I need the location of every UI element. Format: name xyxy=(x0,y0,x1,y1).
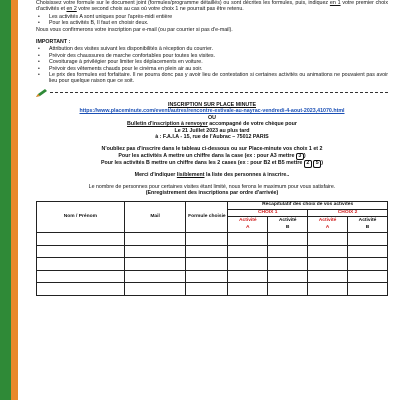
cut-separator xyxy=(36,89,388,97)
table-cell[interactable] xyxy=(348,283,388,296)
merci-text-1: Merci d'indiquer xyxy=(134,171,176,178)
dashed-line xyxy=(50,92,388,93)
table-cell[interactable] xyxy=(124,233,186,246)
document-page xyxy=(36,0,388,296)
bulletin-link: Bulletin d'inscription à renvoyer xyxy=(127,121,208,128)
activity-label: Activité xyxy=(318,218,337,224)
table-cell[interactable] xyxy=(308,245,348,258)
bullet-activities-a: • Les activités A sont uniques pour l'après-midi entière xyxy=(36,14,388,20)
table-cell[interactable] xyxy=(228,270,268,283)
table-row xyxy=(37,283,388,296)
table-cell[interactable] xyxy=(124,258,186,271)
table-cell[interactable] xyxy=(308,233,348,246)
table-cell[interactable] xyxy=(37,283,125,296)
note-block xyxy=(36,184,388,197)
example-box-b1: 2 xyxy=(304,160,312,167)
table-cell[interactable] xyxy=(186,233,228,246)
example-box-a: 3 xyxy=(296,153,304,160)
instructions-line3: Pour les activités B mettre un chiffre dans les 2 cases (ex : pour B2 et B5 mettre xyxy=(101,160,303,167)
orange-stripe xyxy=(11,0,18,400)
table-cell[interactable] xyxy=(268,270,308,283)
bullet-activities-b: • Pour les activités B, Il faut en choisir deux. xyxy=(36,20,388,26)
table-cell[interactable] xyxy=(348,270,388,283)
green-stripe xyxy=(0,0,11,400)
header-mail: Mail xyxy=(124,201,186,232)
table-cell[interactable] xyxy=(268,233,308,246)
header-recap: Récapitulatif des choix de vos activités xyxy=(228,201,388,209)
important-item: • Le prix des formules est forfaitaire. Il ne pourra donc pas y avoir lieu de contestation si certaines activités ou animations ne pouvaient pas avoir lieu pour quelque raison que ce soit. xyxy=(36,72,388,85)
table-row xyxy=(37,245,388,258)
note-line2: (Enregistrement des inscriptions par ordre d'arrivée) xyxy=(145,190,279,197)
table-row xyxy=(37,270,388,283)
important-item: • Attribution des visites suivant les disponibilités à réception du courrier. xyxy=(36,46,388,52)
header-activity-b-2 xyxy=(348,217,388,233)
important-title: IMPORTANT : xyxy=(36,39,71,46)
table-cell[interactable] xyxy=(228,245,268,258)
instructions-line1: N'oubliez pas d'inscrire dans le tableau ci-dessous ou sur Place-minute vos choix 1 et 2 xyxy=(101,146,323,153)
table-cell[interactable] xyxy=(308,270,348,283)
table-cell[interactable] xyxy=(268,258,308,271)
table-cell[interactable] xyxy=(124,283,186,296)
important-item: • Prévoir des chaussures de marche confortables pour toutes les visites. xyxy=(36,53,388,59)
table-cell[interactable] xyxy=(228,258,268,271)
intro-paragraph xyxy=(36,0,388,13)
table-cell[interactable] xyxy=(37,258,125,271)
header-activity-a-1 xyxy=(228,217,268,233)
lisiblement-text: lisiblement xyxy=(176,171,205,178)
example-box-b2: 5 xyxy=(313,160,321,167)
table-cell[interactable] xyxy=(186,283,228,296)
table-cell[interactable] xyxy=(37,233,125,246)
intro-en2: en 2 xyxy=(66,6,77,13)
instructions-line2: Pour les activités A mettre un chiffre dans la case (ex : pour A3 mettre xyxy=(118,152,295,159)
table-cell[interactable] xyxy=(308,258,348,271)
table-cell[interactable] xyxy=(186,270,228,283)
table-cell[interactable] xyxy=(348,258,388,271)
table-body xyxy=(37,233,388,296)
table-cell[interactable] xyxy=(268,283,308,296)
header-activity-a-2 xyxy=(308,217,348,233)
registration-table xyxy=(36,201,388,296)
intro-en1: en 1 xyxy=(329,0,341,6)
header-choix2: CHOIX 2 xyxy=(308,209,388,216)
important-item: • Prévoir des vêtements chauds pour le cinéma en plein air au soir. xyxy=(36,66,388,72)
activity-letter: B xyxy=(365,224,370,230)
table-cell[interactable] xyxy=(186,245,228,258)
table-cell[interactable] xyxy=(186,258,228,271)
header-activity-b-1 xyxy=(268,217,308,233)
confirmation-text: Nous vous confirmerons votre inscription par e-mail (ou par courrier si pas d'e-mail). xyxy=(36,26,233,33)
header-formule: Formule choisie xyxy=(186,201,228,232)
header-name: Nom / Prénom xyxy=(37,201,125,232)
header-choix1: CHOIX 1 xyxy=(228,209,308,216)
postal-address: à : F.A.I.A - 15, rue de l'Aubrac – 75012 PARIS xyxy=(155,133,269,140)
activity-bullets xyxy=(36,14,388,27)
table-cell[interactable] xyxy=(37,270,125,283)
table-row xyxy=(37,258,388,271)
activity-letter: A xyxy=(246,224,250,230)
table-cell[interactable] xyxy=(37,245,125,258)
inscription-title: INSCRIPTION SUR PLACE MINUTE xyxy=(168,101,256,108)
table-cell[interactable] xyxy=(124,270,186,283)
merci-text-2: la liste des personnes à inscrire.. xyxy=(206,171,290,178)
or-text: OU xyxy=(208,114,216,121)
table-cell[interactable] xyxy=(228,233,268,246)
placeminute-link[interactable]: https://www.placeminute.com/event/autres/rencontre-estivale-au-nayrac-vendredi-4-aout-2023,41070.html xyxy=(79,108,345,115)
intro-text-2: votre premier choix d'activités et xyxy=(36,0,388,13)
activity-label: Activité xyxy=(278,218,297,224)
deadline-date: Le 21 Juillet 2023 au plus tard xyxy=(174,127,250,134)
bulletin-text: accompagné de votre chèque pour xyxy=(207,121,297,128)
important-item: • Covoiturage à privilégier pour limiter les déplacements en voiture. xyxy=(36,59,388,65)
activity-label: Activité xyxy=(358,218,377,224)
table-cell[interactable] xyxy=(124,245,186,258)
decorative-side-stripe xyxy=(0,0,18,400)
activity-letter: A xyxy=(325,224,330,230)
instructions-block: N'oubliez pas d'inscrire dans le tableau ci-dessous ou sur Place-minute vos choix 1 et 2 Pour les activités A mettre un chiffre dans la case (ex : pour A3 mettre 3 ) Pour les activités B mettre un chiffre dans les 2 cases (ex : pour B2 et B5 mettre 2 5 ) Merci d'indiquer lisiblement la liste des personnes à inscrire.. xyxy=(36,146,388,178)
table-cell[interactable] xyxy=(308,283,348,296)
intro-text-3: votre second choix au cas où votre choix 1 ne pourrait pas être retenu. xyxy=(78,6,244,13)
pencil-icon xyxy=(36,89,48,97)
important-bullets xyxy=(36,46,388,84)
note-line1: Le nombre de personnes pour certaines visites étant limité, nous ferons le maximum pour vous satisfaire. xyxy=(88,183,336,190)
activity-label: Activité xyxy=(238,218,257,224)
inscription-block xyxy=(36,102,388,140)
activity-letter: B xyxy=(285,224,290,230)
intro-text-1: Choisissez votre formule sur le document joint (formules/programme détaillés) ou sont décrites les formules, puis, indiquez xyxy=(36,0,329,6)
table-cell[interactable] xyxy=(268,245,308,258)
table-cell[interactable] xyxy=(228,283,268,296)
table-row xyxy=(37,233,388,246)
table-cell[interactable] xyxy=(348,233,388,246)
table-cell[interactable] xyxy=(348,245,388,258)
